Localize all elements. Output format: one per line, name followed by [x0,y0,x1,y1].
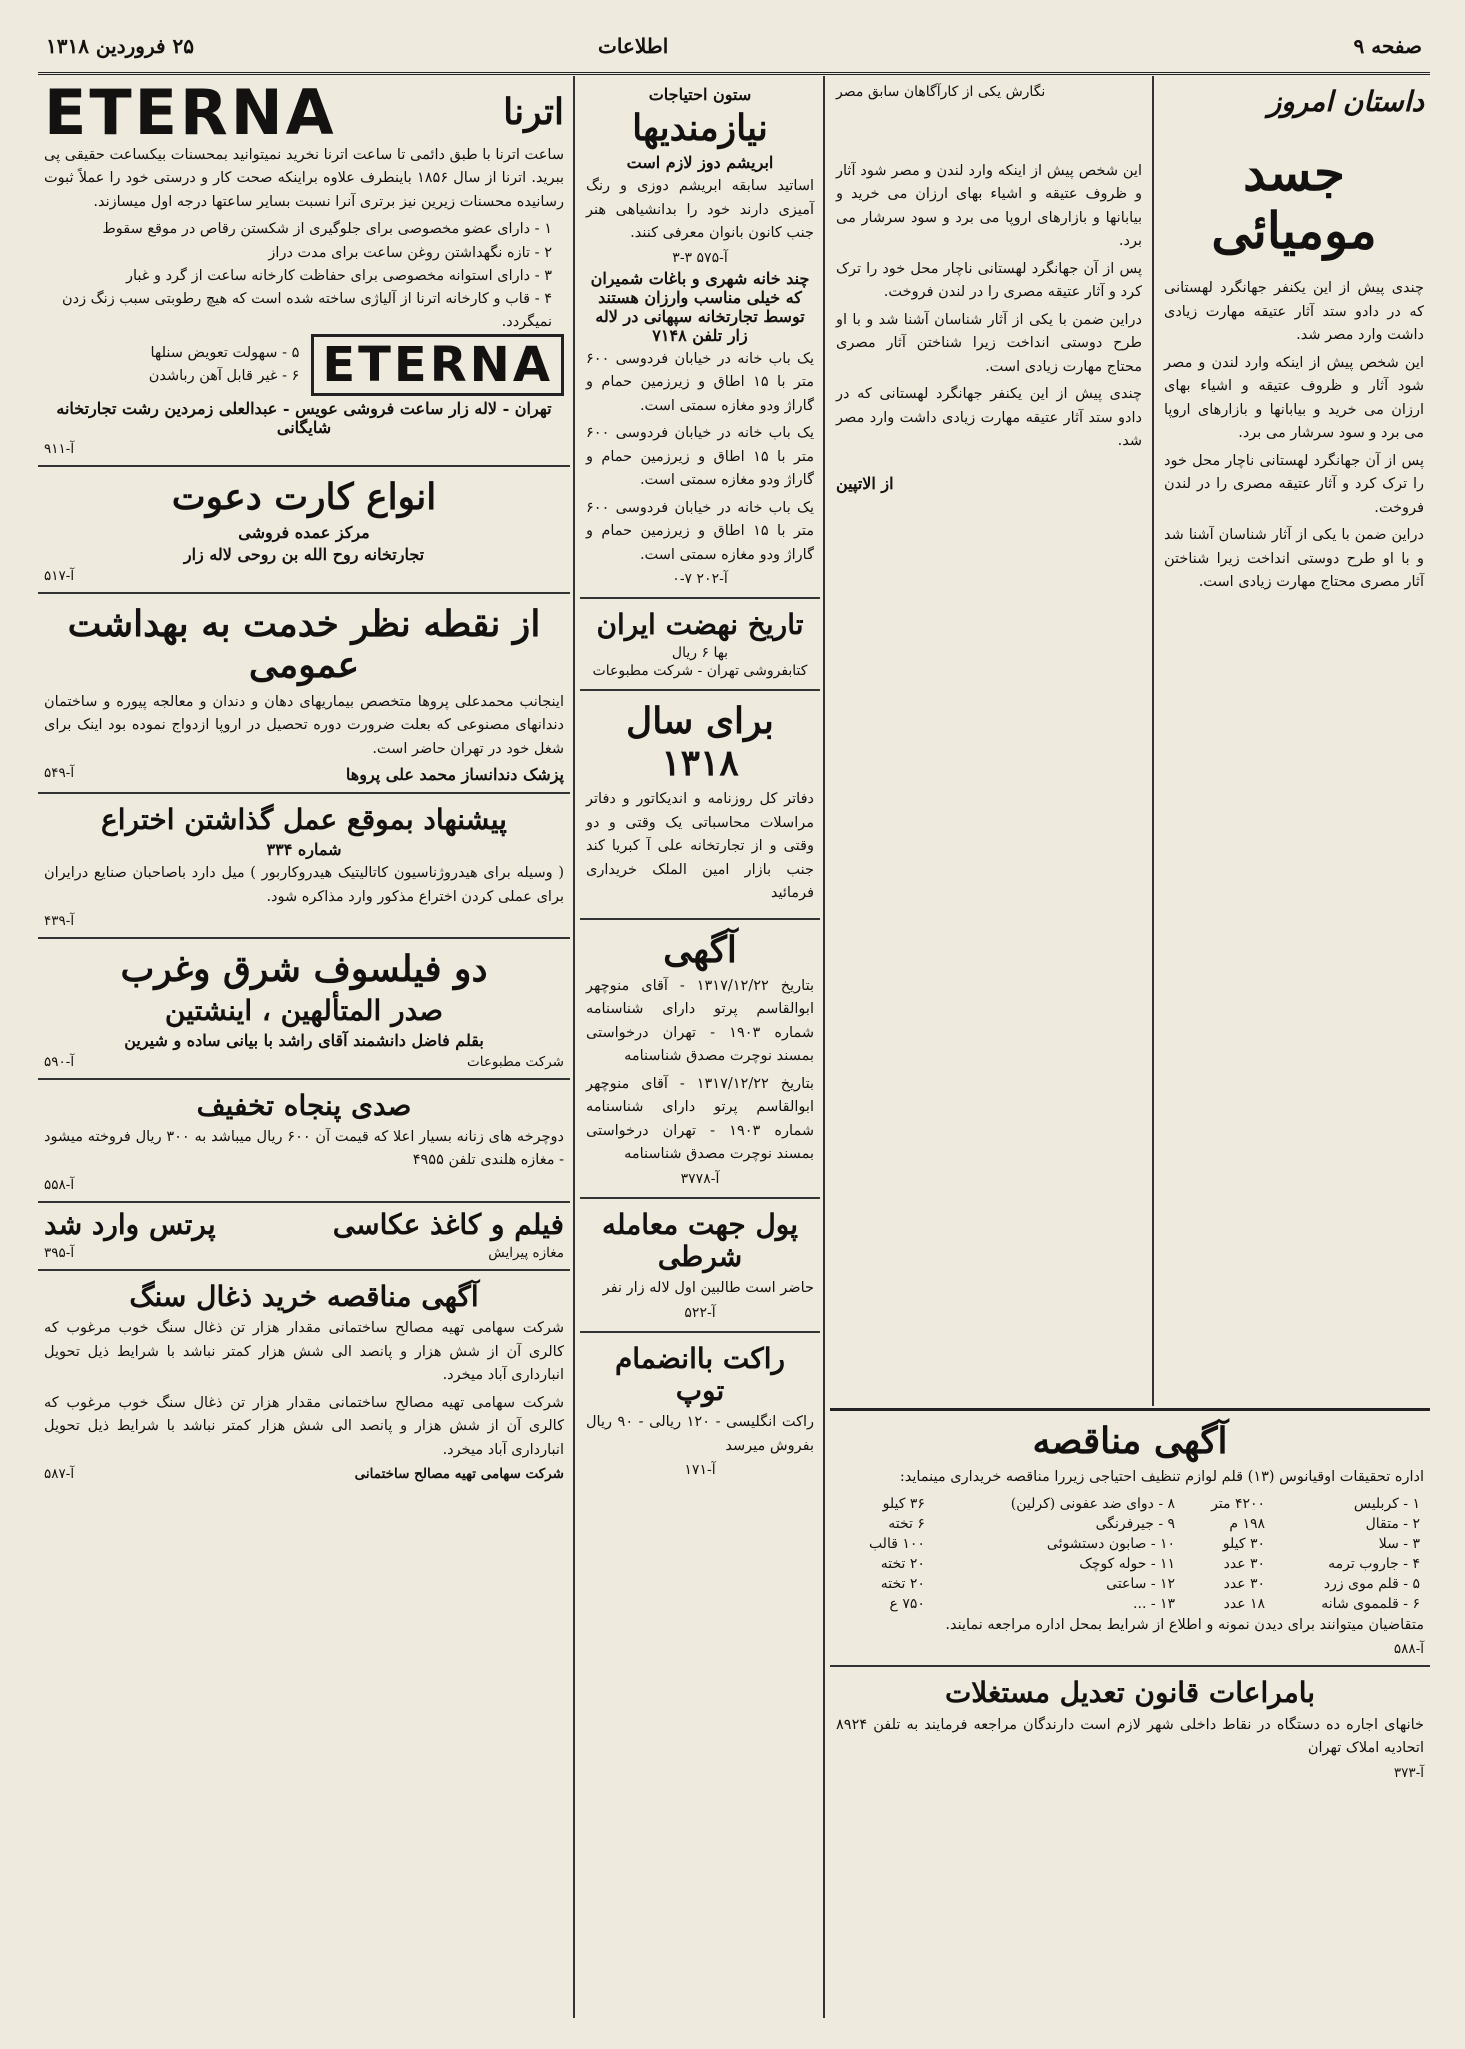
notice-text: بتاریخ ۱۳۱۷/۱۲/۲۲ - آقای منوچهر ابوالقاسم پرتو دارای شناسنامه شماره ۱۹۰۳ - تهران درخواستی بمسند نوچرت مصدق شناسنامه [586,1075,814,1163]
newspaper-page [38,28,1430,2018]
health-title: از نقطه نظر خدمت به بهداشت عمومی [67,602,541,687]
story-paragraph: این شخص پیش از اینکه وارد لندن و مصر شود آثار و ظروف عتیقه و اشیاء بهای ارزان می خرید و بیابانها و بازارهای اروپا می برد و سود سرشار می برد. [836,163,1142,250]
tender-footer: متقاضیان میتوانند برای دیدن نمونه و اطلاع از شرایط بمحل اداره مراجعه نمایند. [945,1616,1424,1633]
ad-code: آ-۵۸۸ [1393,1641,1424,1658]
film-shop: مغازه پیرایش [488,1245,564,1262]
story-signature: از الاتپین [836,473,894,493]
patent-title: پیشنهاد بموقع عمل گذاشتن اختراع [101,803,507,837]
eterna-text: ساعت اترنا با طبق دائمی تا ساعت اترنا نخرید نمیتوانید بمحسنات بیکساعت حقیقی پی ببرید. اترنا از سال ۱۸۵۶ باینطرف علاوه براینکه صحت کار و درستی خود را عملاً ثبوت رسانیده محسنات زیرین نیز برتری آنرا نسبت بسایر ساعتها درجه اول میسازند. [44,147,564,210]
ad-code: آ-۵۵۸ [44,1176,75,1193]
list-item: ۱ - دارای عضو مخصوصی برای جلوگیری از شکستن رقاص در موقع سقوط [102,221,552,238]
coal-sign: شرکت سهامی تهیه مصالح ساختمانی [354,1466,564,1483]
ad-title: چند خانه شهری و باغات شمیران که خیلی مناسب وارزان هستند توسط تجارتخانه سپهانی در لاله زار تلفن ۷۱۴۸ [590,268,810,345]
ad-text: یک باب خانه در خیابان فردوسی ۶۰۰ متر با ۱۵ اطاق و زیرزمین حمام و گاراژ ودو مغازه سمتی است. [586,499,814,563]
ad-code: آ-۵۹۰ [44,1053,75,1070]
cards-title: انواع کارت دعوت [171,476,437,519]
story-paragraph: پس از آن جهانگرد لهستانی ناچار محل خود را ترک کرد و آثار عتیقه مصری را در لندن فروخت. [1164,452,1424,516]
ad-code: آ-۵۴۹ [44,765,75,782]
racket-text: راکت انگلیسی - ۱۲۰ ریالی - ۹۰ ریال بفروش میرسد [586,1414,815,1454]
story-column-right [1158,76,1430,1406]
book-text: بقلم فاضل دانشمند آقای راشد با بیانی ساده و شیرین [124,1030,484,1050]
history-title: تاریخ نهضت ایران [596,608,804,642]
page-number: صفحه ۹ [1353,34,1422,58]
middle-column [580,76,820,2018]
story-byline: نگارش یکی از کارآگاهان سابق مصر [836,84,1046,100]
story-title: جسد مومیائی [1211,143,1377,260]
cards-sub: مرکز عمده فروشی [238,522,370,542]
ad-code: آ-۵۱۷ [44,567,75,584]
eterna-logo-2: ETERNA [311,334,564,396]
issue-date: ۲۵ فروردین ۱۳۱۸ [46,34,194,58]
tender-items [836,1494,1424,1614]
health-sign: پزشک دندانساز محمد علی پروها [345,765,564,785]
table-row: ۴ - جاروب ترمه ۳۰ عدد ۱۱ - حوله کوچک ۲۰ تخته [880,1555,1420,1572]
eterna-persian-name: اترنا [503,91,564,134]
list-item: ۴ - قاب و کارخانه اترنا از آلیاژی ساخته شده است که هیچ رطوبتی سبب زنگ زدن نمیگردد. [61,291,552,331]
loan-text: حاضر است طالبین اول لاله زار نفر [602,1280,814,1297]
tax-title: بامراعات قانون تعدیل مستغلات [944,1676,1316,1710]
ad-code: آ-۴۳۹ [44,913,75,930]
year-text: دفاتر کل روزنامه و اندیکاتور و دفاتر مراسلات محاسباتی یک وقتی و دو وقتی و از تجارتخانه علی آ کبریا کند جنب بازار امین الملک خریداری فرمائید [586,791,814,902]
discount-text: دوچرخه های زنانه بسیار اعلا که قیمت آن ۶۰۰ ریال میباشد به ۳۰۰ ریال فروخته میشود - مغازه هلندی تلفن ۴۹۵۵ [44,1128,565,1169]
coal-text: شرکت سهامی تهیه مصالح ساختمانی مقدار هزار تن ذغال سنگ خوب مرغوب که کالری آن از شش هزار و پانصد الی شش هزار کمتر نباشد با شرایط ذیل تحویل انبارداری آباد میخرد. [44,1320,564,1384]
ad-code: آ-۱۷۱ [684,1462,716,1479]
table-row: ۵ - قلم موی زرد ۳۰ عدد ۱۲ - ساعتی ۲۰ تخته [880,1575,1420,1592]
book-publisher: شرکت مطبوعات [467,1053,564,1070]
patent-number: شماره ۳۳۴ [266,840,342,860]
ad-code: آ-۵۲۲ [684,1304,716,1321]
story-paragraph: این شخص پیش از اینکه وارد لندن و مصر شود آثار و ظروف عتیقه و اشیاء بهای ارزان می خرید و بیابانها و بازارهای اروپا می برد و سود سرشار می برد. [1164,354,1424,442]
ad-code: آ-۳۹۵ [44,1245,75,1262]
story-paragraph: دراین ضمن با یکی از آثار شناسان آشنا شد و با او طرح دوستی انداخت زیرا شناختن آثار مصری محتاج مهارت زیادی است. [836,311,1142,375]
ads-column [38,76,570,2018]
needs-label: ستون احتیاجات [648,85,752,104]
story-paragraph: دراین ضمن با یکی از آثار شناسان آشنا شد و با او طرح دوستی انداخت زیرا شناختن آثار مصری محتاج مهارت زیادی است. [1164,527,1424,590]
story-column-left [830,76,1148,1406]
eterna-features [44,218,564,334]
tender-intro: اداره تحقیقات اوقیانوس (۱۳) قلم لوازم تنظیف احتیاجی زیررا مناقصه خریداری مینماید: [899,1469,1424,1486]
ad-code: آ-۳۷۷۸ [680,1170,720,1187]
story-paragraph: چندی پیش از این یکنفر جهانگرد لهستانی که در دادو ستد آثار عتیقه مهارت زیادی داشت وارد مصر شد. [1164,280,1424,344]
coal-title: آگهی مناقصه خرید ذغال سنگ [129,1280,479,1314]
history-price: بها ۶ ریال [671,645,729,662]
patent-text: ( وسیله برای هیدروژناسیون کاتالیتیک هیدروکاربور ) میل دارد باصاحبان صنایع درایران برای عملی کردن اختراع مذکور وارد مذاکره شود. [44,865,564,905]
film-brand: پرتس وارد شد [44,1207,216,1241]
history-shop: کتابفروشی تهران - شرکت مطبوعات [592,663,808,680]
discount-title: صدی پنجاه تخفیف [196,1088,412,1122]
table-row: ۶ - قلمموی شانه ۱۸ عدد ۱۳ - ... ۷۵۰ ع [889,1595,1420,1612]
ad-code: آ-۵۸۷ [44,1466,75,1483]
paper-name: اطلاعات [598,34,669,58]
ad-code: آ-۹۱۱ [44,441,75,458]
table-row: ۱ - کربلیس ۴۲۰۰ متر ۸ - دوای ضد عفونی (کرلین) ۳۶ کیلو [882,1495,1420,1512]
cards-address: تجارتخانه روح الله بن روحی لاله زار [183,544,425,564]
ad-code: آ-۲۰۲ ۷-۰ [672,571,728,588]
film-title: فیلم و کاغذ عکاسی [332,1207,564,1241]
notice-text: بتاریخ ۱۳۱۷/۱۲/۲۲ - آقای منوچهر ابوالقاسم پرتو دارای شناسنامه شماره ۱۹۰۳ - تهران درخواستی بمسند نوچرت مصدق شناسنامه [586,977,814,1065]
tax-text: خانهای اجاره ده دستگاه در نقاط داخلی شهر لازم است دارندگان مراجعه فرمایند به تلفن ۸۹۲۴ اتحادیه املاک تهران [836,1716,1424,1757]
ad-text: اساتید سابقه ابریشم دوزی و رنگ آمیزی دارند خود را بدانشیاهی هنر جنب کانون بانوان معرفی کنند. [586,178,814,242]
ad-code: آ-۵۷۵ ۳-۳ [672,249,728,266]
eterna-logo: ETERNA [44,76,337,149]
ad-title: ابریشم دوز لازم است [626,153,774,173]
ad-code: آ-۳۷۳ [1393,1764,1424,1781]
book-subtitle: صدر المتألهین ، اینشتین [164,993,444,1027]
ad-text: یک باب خانه در خیابان فردوسی ۶۰۰ متر با ۱۵ اطاق و زیرزمین حمام و گاراژ ودو مغازه سمتی است. [586,350,814,414]
tender-section [830,1408,1430,2018]
story-paragraph: پس از آن جهانگرد لهستانی ناچار محل خود را ترک کرد و آثار عتیقه مصری را در لندن فروخت. [836,260,1142,301]
year-title: برای سال ۱۳۱۸ [626,700,774,784]
list-item: ۲ - تازه نگهداشتن روغن ساعت برای مدت دراز [268,244,552,261]
needs-title: نیازمندیها [632,107,768,149]
book-title: دو فیلسوف شرق وغرب [120,948,488,991]
masthead [38,28,1430,75]
section-title: داستان امروز [1267,85,1424,118]
list-item: ۳ - دارای استوانه مخصوصی برای حفاظت کارخانه ساعت از گرد و غبار [126,267,552,284]
table-row: ۲ - متقال ۱۹۸ م ۹ - جیرفرنگی ۶ تخته [888,1515,1420,1532]
eterna-address: تهران - لاله زار ساعت فروشی عویس - عبدالعلی زمردین رشت تجارتخانه شایگانی [56,399,552,438]
health-text: اینجانب محمدعلی پروها متخصص بیماریهای دهان و دندان و معالجه پیوره و ساختمان دندانهای مصنوعی که بعلت ضرورت دوره تحصیل در اروپا ازدواج نموده بود اینک برای شغل خود در تهران حاضر است. [44,693,564,757]
tender-title: آگهی مناقصه [1032,1420,1228,1462]
table-row: ۳ - سلا ۳۰ کیلو ۱۰ - صابون دستشوئی ۱۰۰ قالب [868,1535,1420,1552]
ad-text: یک باب خانه در خیابان فردوسی ۶۰۰ متر با ۱۵ اطاق و زیرزمین حمام و گاراژ ودو مغازه سمتی است. [586,425,814,489]
list-item: ۵ - سهولت تعویض سنلها [150,345,300,362]
coal-text: شرکت سهامی تهیه مصالح ساختمانی مقدار هزار تن ذغال سنگ خوب مرغوب که کالری آن از شش هزار و پانصد الی شش هزار کمتر نباشد با شرایط ذیل تحویل انبارداری آباد میخرد. [44,1394,564,1458]
racket-title: راکت باانضمام توپ [614,1341,786,1407]
story-paragraph: چندی پیش از این یکنفر جهانگرد لهستانی که در دادو ستد آثار عتیقه مهارت زیادی داشت وارد مصر شد. [836,386,1142,450]
list-item: ۶ - غیر قابل آهن رباشدن [148,368,300,385]
notice-title: آگهی [663,928,737,971]
loan-title: پول جهت معامله شرطی [601,1207,799,1274]
